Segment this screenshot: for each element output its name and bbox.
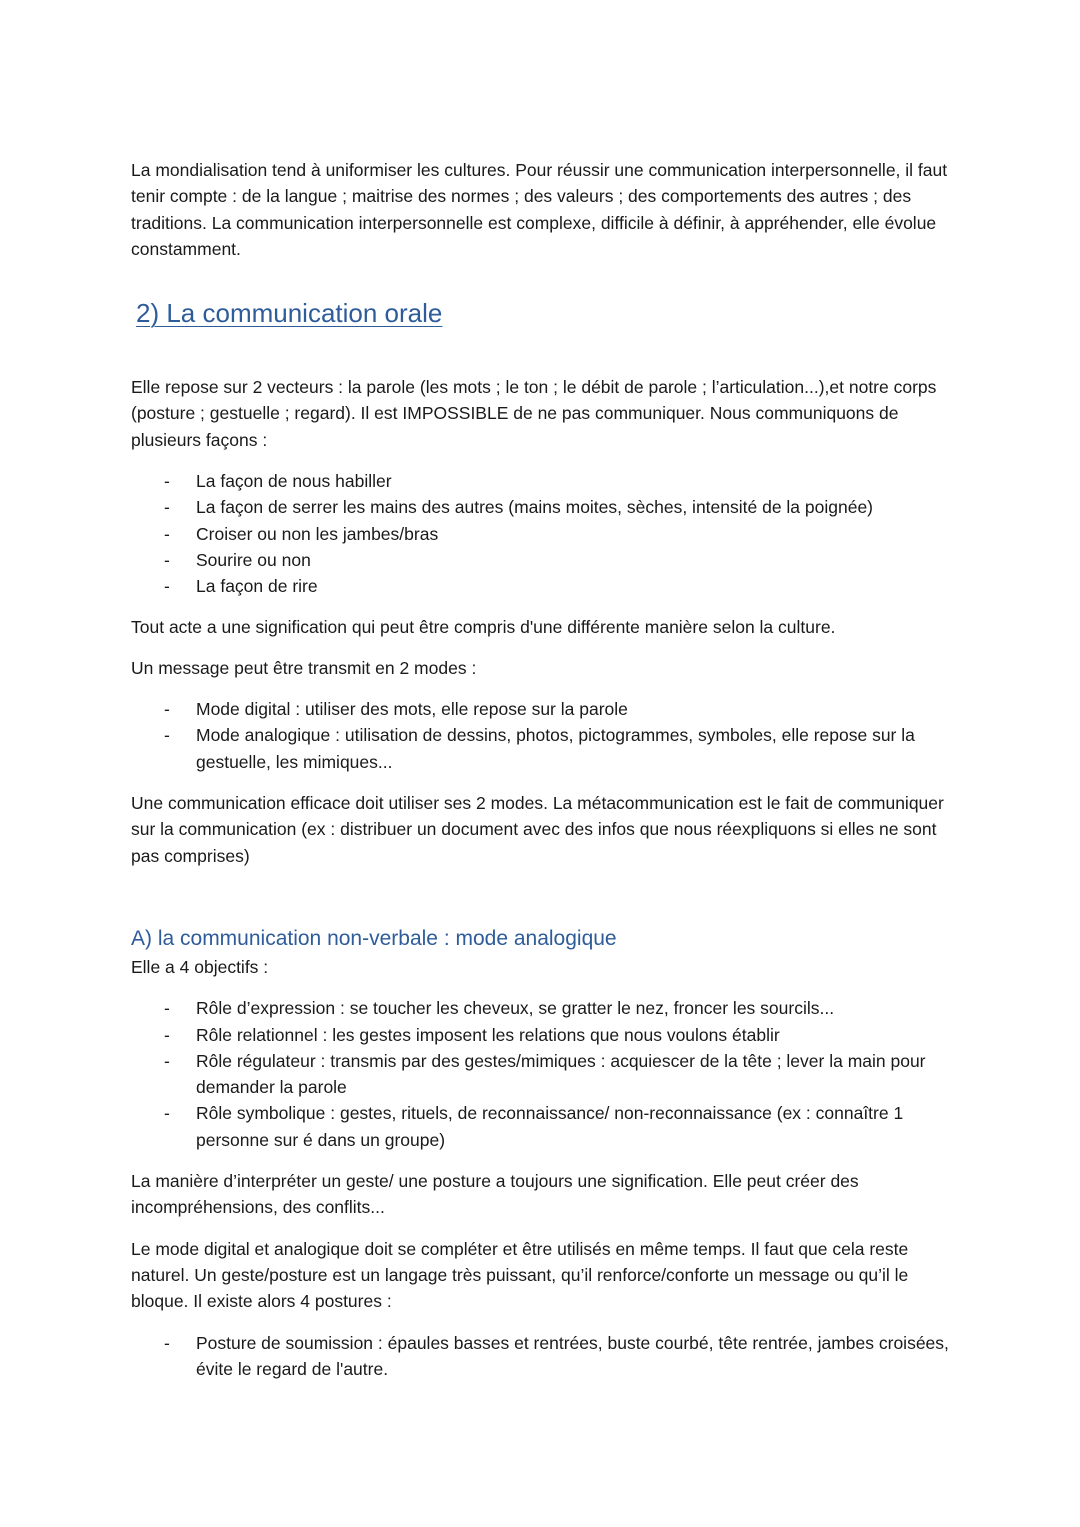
- document-page: [131, 157, 951, 1382]
- list-item: - Rôle régulateur : transmis par des gestes/mimiques : acquiescer de la tête ; lever la main pour demander la parole: [196, 1048, 951, 1101]
- ways-list: [131, 468, 951, 599]
- list-item: - La façon de rire: [196, 573, 951, 599]
- list-item: - Rôle symbolique : gestes, rituels, de reconnaissance/ non-reconnaissance (ex : connaître 1 personne sur é dans un groupe): [196, 1100, 951, 1153]
- list-item: - Sourire ou non: [196, 547, 951, 573]
- list-item: - Mode digital : utiliser des mots, elle repose sur la parole: [196, 696, 951, 722]
- list-item: - Rôle d’expression : se toucher les cheveux, se gratter le nez, froncer les sourcils...: [196, 995, 951, 1021]
- postures-list: [131, 1330, 951, 1383]
- section-a-heading: A) la communication non-verbale : mode analogique: [131, 926, 617, 950]
- oral-communication-paragraph: Elle repose sur 2 vecteurs : la parole (les mots ; le ton ; le débit de parole ; l’articulation...),et notre corps (posture ; gestuelle ; regard). Il est IMPOSSIBLE de ne pas communiquer. Nous communiquons de plusieurs façons :: [131, 377, 937, 450]
- intro-paragraph: La mondialisation tend à uniformiser les cultures. Pour réussir une communication interpersonnelle, il faut tenir compte : de la langue ; maitrise des normes ; des valeurs ; des comportements des autres ; des traditions. La communication interpersonnelle est complexe, difficile à définir, à appréhender, elle évolue constamment.: [131, 160, 948, 259]
- list-item: - Rôle relationnel : les gestes imposent les relations que nous voulons établir: [196, 1022, 951, 1048]
- modes-list: [131, 696, 951, 775]
- act-meaning-paragraph: Tout acte a une signification qui peut être compris d'une différente manière selon la culture.: [131, 616, 836, 637]
- two-modes-paragraph: Un message peut être transmit en 2 modes :: [131, 657, 477, 678]
- interpretation-paragraph: La manière d’interpréter un geste/ une posture a toujours une signification. Elle peut créer des incompréhensions, des conflits...: [131, 1171, 859, 1218]
- objectives-list: [131, 995, 951, 1153]
- section-2-heading: 2) La communication orale: [136, 298, 443, 329]
- list-item: - La façon de nous habiller: [196, 468, 951, 494]
- metacommunication-paragraph: Une communication efficace doit utiliser ses 2 modes. La métacommunication est le fait de communiquer sur la communication (ex : distribuer un document avec des infos que nous réexpliquons si elles ne sont pas comprises): [131, 793, 944, 866]
- objectives-intro: Elle a 4 objectifs :: [131, 956, 269, 977]
- digital-analog-paragraph: Le mode digital et analogique doit se compléter et être utilisés en même temps. Il faut que cela reste naturel. Un geste/posture est un langage très puissant, qu’il renforce/conforte un message ou qu’il le bloque. Il existe alors 4 postures :: [131, 1238, 909, 1312]
- list-item: - Mode analogique : utilisation de dessins, photos, pictogrammes, symboles, elle repose sur la gestuelle, les mimiques...: [196, 722, 951, 775]
- list-item: - Posture de soumission : épaules basses et rentrées, buste courbé, tête rentrée, jambes croisées, évite le regard de l'autre.: [196, 1330, 951, 1383]
- list-item: - La façon de serrer les mains des autres (mains moites, sèches, intensité de la poignée): [196, 494, 951, 520]
- list-item: - Croiser ou non les jambes/bras: [196, 521, 951, 547]
